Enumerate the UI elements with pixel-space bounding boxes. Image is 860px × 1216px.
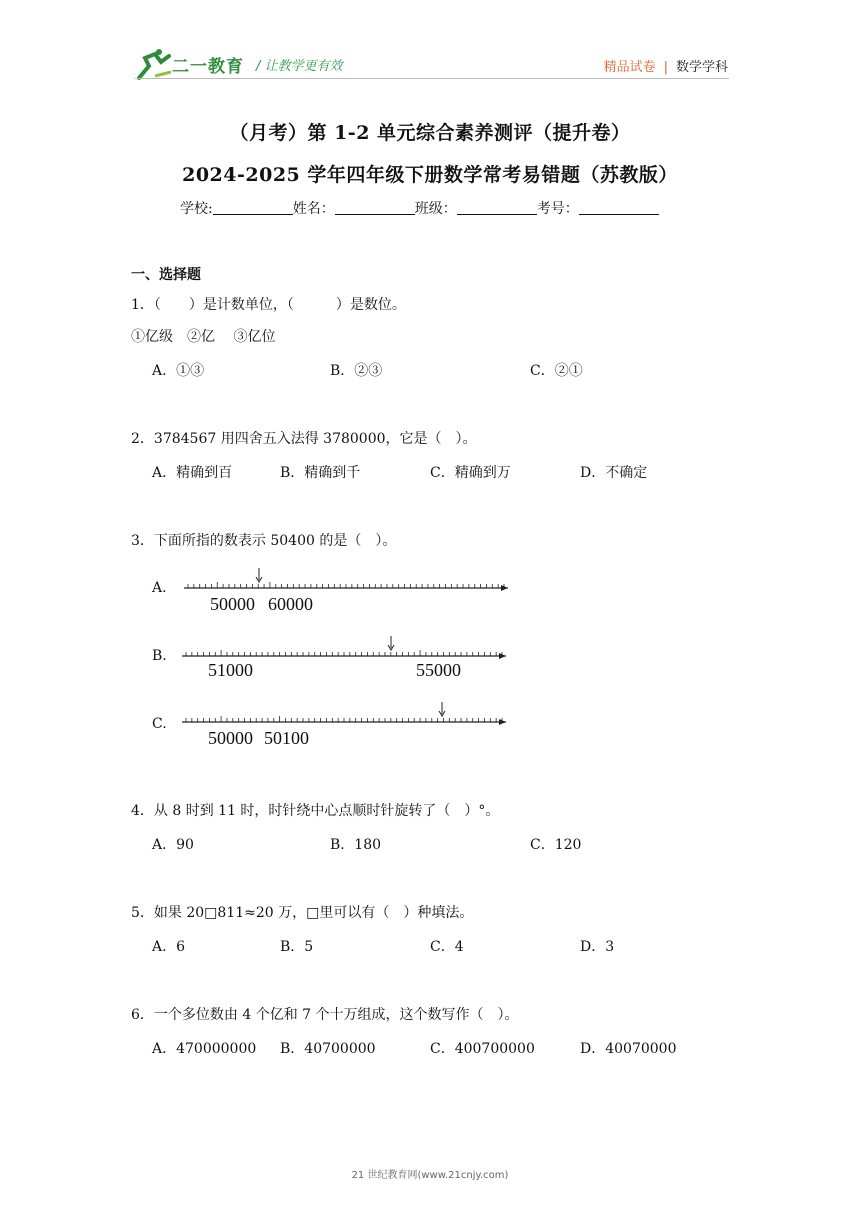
slogan: / 让教学更有效 — [256, 59, 343, 74]
q2-option-d[interactable]: D．不确定 — [580, 465, 648, 481]
tag-label: 精品试卷 — [603, 60, 656, 75]
exam-no-label: 考号： — [536, 201, 579, 217]
q3-option-c-label[interactable]: C. — [152, 716, 167, 732]
question-2-stem: 2．3784567 用四舍五入法得 3780000，它是（ ）。 — [131, 431, 477, 447]
q4-option-b[interactable]: B．180 — [330, 837, 382, 853]
nl-b-right-label: 55000 — [416, 660, 461, 680]
logo-text: 二一教育 — [172, 57, 244, 77]
title-line-1: （月考）第 1-2 单元综合素养测评（提升卷） — [229, 122, 631, 144]
axis-arrowhead — [501, 585, 508, 591]
q3-option-b-label[interactable]: B. — [152, 648, 167, 664]
q2-option-b[interactable]: B．精确到千 — [280, 465, 361, 481]
nl-b-left-label: 51000 — [208, 660, 253, 680]
nl-c-right-label: 50100 — [264, 728, 309, 748]
q2-option-a[interactable]: A．精确到百 — [152, 465, 233, 481]
question-5-stem: 5．如果 20□811≈20 万，□里可以有（ ）种填法。 — [131, 905, 474, 921]
section-title: 一、选择题 — [131, 267, 201, 283]
q1-option-a[interactable]: A．①③ — [152, 363, 205, 379]
q1-option-b[interactable]: B．②③ — [330, 363, 383, 379]
class-label: 班级： — [414, 201, 457, 217]
question-3-stem: 3．下面所指的数表示 50400 的是（ ）。 — [131, 533, 397, 549]
q5-option-a[interactable]: A．6 — [152, 939, 186, 955]
q1-option-c[interactable]: C．②① — [530, 363, 583, 379]
q6-option-b[interactable]: B．40700000 — [280, 1041, 376, 1057]
header-divider: | — [663, 60, 668, 75]
q6-option-d[interactable]: D．40070000 — [580, 1041, 677, 1057]
question-1-stem: 1．（ ）是计数单位，（ ）是数位。 — [131, 297, 406, 313]
number-line-b — [182, 636, 506, 659]
school-label: 学校: — [180, 201, 213, 217]
question-4-stem: 4．从 8 时到 11 时，时针绕中心点顺时针旋转了（ ）°。 — [131, 803, 500, 819]
number-line-a — [184, 568, 508, 591]
name-label: 姓名： — [292, 201, 335, 217]
q5-option-d[interactable]: D．3 — [580, 939, 615, 955]
axis-arrowhead — [499, 653, 506, 659]
q5-option-c[interactable]: C．4 — [430, 939, 464, 955]
nl-a-left-label: 50000 — [210, 594, 255, 614]
q4-option-a[interactable]: A．90 — [152, 837, 194, 853]
nl-c-left-label: 50000 — [208, 728, 253, 748]
q2-option-c[interactable]: C．精确到万 — [430, 465, 511, 481]
axis-arrowhead — [499, 719, 506, 725]
question-1-extra: ①亿级 ②亿 ③亿位 — [131, 329, 276, 345]
subject-label: 数学学科 — [675, 60, 728, 75]
number-line-c — [182, 702, 506, 725]
nl-a-right-label: 60000 — [268, 594, 313, 614]
q4-option-c[interactable]: C．120 — [530, 837, 582, 853]
footer: 21 世纪教育网(www.21cnjy.com) — [351, 1170, 509, 1181]
q6-option-a[interactable]: A．470000000 — [152, 1041, 257, 1057]
q3-option-a-label[interactable]: A. — [152, 580, 167, 596]
question-6-stem: 6．一个多位数由 4 个亿和 7 个十万组成，这个数写作（ ）。 — [131, 1007, 519, 1023]
title-line-2: 2024-2025 学年四年级下册数学常考易错题（苏教版） — [182, 164, 678, 186]
q5-option-b[interactable]: B．5 — [280, 939, 314, 955]
q6-option-c[interactable]: C．400700000 — [430, 1041, 535, 1057]
